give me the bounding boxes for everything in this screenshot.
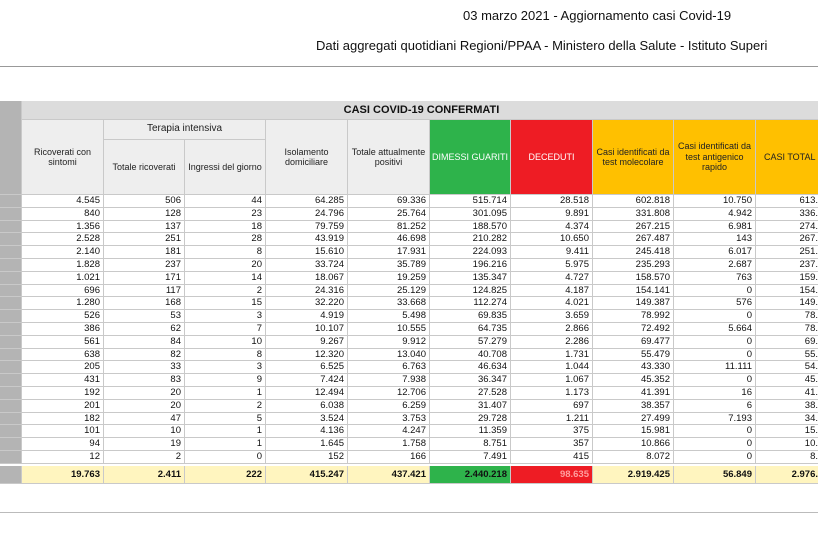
table-cell: 506 — [104, 195, 185, 208]
table-cell: 13.040 — [348, 349, 430, 362]
table-cell: 840 — [22, 208, 104, 221]
table-cell: 8.072 — [593, 451, 674, 464]
totals-cell: 2.919.425 — [593, 466, 674, 484]
table-cell: 10.555 — [348, 323, 430, 336]
table-cell: 6.525 — [266, 361, 348, 374]
table-cell: 375 — [511, 425, 593, 438]
table-cell: 33.668 — [348, 297, 430, 310]
table-cell: 205 — [22, 361, 104, 374]
table-cell: 12 — [22, 451, 104, 464]
region-cell — [0, 387, 22, 400]
table-cell: 31.407 — [430, 400, 511, 413]
table-cell: 117 — [104, 285, 185, 298]
col-totale-ricoverati: Totale ricoverati — [104, 140, 185, 195]
table-cell: 10 — [185, 336, 266, 349]
table-cell: 235.293 — [593, 259, 674, 272]
table-cell: 94 — [22, 438, 104, 451]
table-cell: 23 — [185, 208, 266, 221]
table-cell: 7 — [185, 323, 266, 336]
region-cell — [0, 246, 22, 259]
table-cell: 224.093 — [430, 246, 511, 259]
region-cell — [0, 259, 22, 272]
table-cell: 28.518 — [511, 195, 593, 208]
table-cell: 143 — [674, 233, 756, 246]
table-cell: 43.919 — [266, 233, 348, 246]
table-cell: 1.758 — [348, 438, 430, 451]
table-cell: 33.724 — [266, 259, 348, 272]
table-cell: 15 — [185, 297, 266, 310]
table-cell: 55.479 — [593, 349, 674, 362]
totals-cell: 98.635 — [511, 466, 593, 484]
table-cell: 64.285 — [266, 195, 348, 208]
table-cell: 331.808 — [593, 208, 674, 221]
table-cell: 9.912 — [348, 336, 430, 349]
table-cell: 78.992 — [593, 310, 674, 323]
table-cell: 1.067 — [511, 374, 593, 387]
table-cell: 1.021 — [22, 272, 104, 285]
region-cell — [0, 361, 22, 374]
covid-table — [0, 101, 818, 511]
table-cell: 7.491 — [430, 451, 511, 464]
table-cell: 192 — [22, 387, 104, 400]
table-cell: 7.938 — [348, 374, 430, 387]
terapia-group-header: Terapia intensiva — [104, 120, 266, 140]
table-cell: 1 — [185, 438, 266, 451]
table-cell: 9.891 — [511, 208, 593, 221]
totals-cell: 19.763 — [22, 466, 104, 484]
table-cell: 12.494 — [266, 387, 348, 400]
table-cell: 2 — [185, 400, 266, 413]
table-cell: 8.751 — [430, 438, 511, 451]
table-cell: 9.411 — [511, 246, 593, 259]
table-cell: 25.764 — [348, 208, 430, 221]
table-cell: 4.374 — [511, 221, 593, 234]
table-cell: 46.634 — [430, 361, 511, 374]
table-cell: 6.259 — [348, 400, 430, 413]
table-cell: 196.216 — [430, 259, 511, 272]
table-cell: 62 — [104, 323, 185, 336]
table-cell: 15. — [756, 425, 818, 438]
region-cell — [0, 323, 22, 336]
table-cell: 613. — [756, 195, 818, 208]
region-cell — [0, 285, 22, 298]
totals-cell: 2.440.218 — [430, 466, 511, 484]
region-cell — [0, 297, 22, 310]
table-cell: 149. — [756, 297, 818, 310]
table-cell: 0 — [674, 336, 756, 349]
table-cell: 10.750 — [674, 195, 756, 208]
table-cell: 55. — [756, 349, 818, 362]
table-cell: 135.347 — [430, 272, 511, 285]
region-cell — [0, 310, 22, 323]
table-cell: 38.357 — [593, 400, 674, 413]
divider — [0, 66, 818, 67]
table-cell: 357 — [511, 438, 593, 451]
table-cell: 101 — [22, 425, 104, 438]
table-cell: 83 — [104, 374, 185, 387]
table-cell: 64.735 — [430, 323, 511, 336]
table-cell: 638 — [22, 349, 104, 362]
table-cell: 5.498 — [348, 310, 430, 323]
region-cell — [0, 272, 22, 285]
table-cell: 7.193 — [674, 413, 756, 426]
table-cell: 267.487 — [593, 233, 674, 246]
table-cell: 78. — [756, 323, 818, 336]
table-cell: 4.021 — [511, 297, 593, 310]
region-cell — [0, 221, 22, 234]
region-cell — [0, 208, 22, 221]
col-test-antigenico: Casi identificati da test antigenico rapido — [674, 120, 756, 195]
table-cell: 0 — [674, 349, 756, 362]
table-cell: 4.942 — [674, 208, 756, 221]
table-cell: 3 — [185, 361, 266, 374]
table-cell: 5 — [185, 413, 266, 426]
table-cell: 54. — [756, 361, 818, 374]
table-cell: 1.044 — [511, 361, 593, 374]
table-cell: 7.424 — [266, 374, 348, 387]
table-cell: 0 — [185, 451, 266, 464]
table-cell: 24.796 — [266, 208, 348, 221]
col-test-molecolare: Casi identificati da test molecolare — [593, 120, 674, 195]
table-cell: 336. — [756, 208, 818, 221]
table-cell: 6.981 — [674, 221, 756, 234]
region-cell — [0, 438, 22, 451]
table-cell: 201 — [22, 400, 104, 413]
region-cell — [0, 195, 22, 208]
table-cell: 14 — [185, 272, 266, 285]
table-cell: 4.187 — [511, 285, 593, 298]
table-cell: 43.330 — [593, 361, 674, 374]
table-cell: 697 — [511, 400, 593, 413]
table-cell: 154.141 — [593, 285, 674, 298]
table-cell: 25.129 — [348, 285, 430, 298]
table-cell: 182 — [22, 413, 104, 426]
table-cell: 46.698 — [348, 233, 430, 246]
table-cell: 17.931 — [348, 246, 430, 259]
table-cell: 124.825 — [430, 285, 511, 298]
table-cell: 431 — [22, 374, 104, 387]
table-cell: 53 — [104, 310, 185, 323]
table-cell: 15.610 — [266, 246, 348, 259]
table-cell: 301.095 — [430, 208, 511, 221]
table-cell: 81.252 — [348, 221, 430, 234]
region-cell — [0, 425, 22, 438]
region-cell — [0, 349, 22, 362]
table-cell: 0 — [674, 451, 756, 464]
table-cell: 69.835 — [430, 310, 511, 323]
col-dimessi: DIMESSI GUARITI — [430, 120, 511, 195]
table-cell: 267. — [756, 233, 818, 246]
table-cell: 6.017 — [674, 246, 756, 259]
table-cell: 576 — [674, 297, 756, 310]
table-cell: 526 — [22, 310, 104, 323]
table-cell: 515.714 — [430, 195, 511, 208]
table-cell: 27.499 — [593, 413, 674, 426]
table-cell: 9 — [185, 374, 266, 387]
table-cell: 4.545 — [22, 195, 104, 208]
table-cell: 5.664 — [674, 323, 756, 336]
table-cell: 72.492 — [593, 323, 674, 336]
table-cell: 386 — [22, 323, 104, 336]
table-cell: 40.708 — [430, 349, 511, 362]
table-cell: 128 — [104, 208, 185, 221]
col-deceduti: DECEDUTI — [511, 120, 593, 195]
table-cell: 1.211 — [511, 413, 593, 426]
table-cell: 10.107 — [266, 323, 348, 336]
table-cell: 10.866 — [593, 438, 674, 451]
table-cell: 5.975 — [511, 259, 593, 272]
table-cell: 112.274 — [430, 297, 511, 310]
col-ingressi: Ingressi del giorno — [185, 140, 266, 195]
table-cell: 188.570 — [430, 221, 511, 234]
region-cell — [0, 451, 22, 464]
table-cell: 28 — [185, 233, 266, 246]
table-cell: 11.359 — [430, 425, 511, 438]
table-cell: 0 — [674, 285, 756, 298]
table-cell: 237 — [104, 259, 185, 272]
table-cell: 78. — [756, 310, 818, 323]
table-cell: 1.173 — [511, 387, 593, 400]
table-cell: 245.418 — [593, 246, 674, 259]
col-isolamento: Isolamento domiciliare — [266, 120, 348, 195]
table-cell: 69. — [756, 336, 818, 349]
table-cell: 20 — [104, 400, 185, 413]
table-cell: 159. — [756, 272, 818, 285]
table-cell: 152 — [266, 451, 348, 464]
table-cell: 69.336 — [348, 195, 430, 208]
table-cell: 168 — [104, 297, 185, 310]
table-cell: 4.136 — [266, 425, 348, 438]
table-cell: 57.279 — [430, 336, 511, 349]
table-cell: 166 — [348, 451, 430, 464]
divider — [0, 512, 818, 513]
table-cell: 18 — [185, 221, 266, 234]
table-cell: 82 — [104, 349, 185, 362]
table-cell: 47 — [104, 413, 185, 426]
report-subtitle: Dati aggregati quotidiani Regioni/PPAA - Ministero della Salute - Istituto Superi — [316, 38, 768, 53]
table-cell: 0 — [674, 438, 756, 451]
region-cell — [0, 336, 22, 349]
table-cell: 27.528 — [430, 387, 511, 400]
table-cell: 158.570 — [593, 272, 674, 285]
table-cell: 696 — [22, 285, 104, 298]
table-cell: 29.728 — [430, 413, 511, 426]
table-cell: 415 — [511, 451, 593, 464]
table-cell: 8 — [185, 246, 266, 259]
table-cell: 251. — [756, 246, 818, 259]
table-cell: 1.356 — [22, 221, 104, 234]
table-cell: 4.247 — [348, 425, 430, 438]
table-cell: 1.828 — [22, 259, 104, 272]
table-cell: 24.316 — [266, 285, 348, 298]
table-cell: 1 — [185, 387, 266, 400]
totals-cell: 2.411 — [104, 466, 185, 484]
table-cell: 2 — [104, 451, 185, 464]
table-cell: 35.789 — [348, 259, 430, 272]
table-cell: 36.347 — [430, 374, 511, 387]
table-cell: 2 — [185, 285, 266, 298]
table-cell: 44 — [185, 195, 266, 208]
table-cell: 20 — [104, 387, 185, 400]
table-cell: 20 — [185, 259, 266, 272]
table-cell: 19.259 — [348, 272, 430, 285]
table-cell: 84 — [104, 336, 185, 349]
table-cell: 1 — [185, 425, 266, 438]
table-cell: 10. — [756, 438, 818, 451]
col-casi-totali: CASI TOTAL — [756, 120, 818, 195]
table-cell: 3.659 — [511, 310, 593, 323]
table-banner: CASI COVID-19 CONFERMATI — [22, 101, 818, 120]
table-cell: 12.706 — [348, 387, 430, 400]
table-cell: 69.477 — [593, 336, 674, 349]
table-cell: 79.759 — [266, 221, 348, 234]
table-cell: 210.282 — [430, 233, 511, 246]
table-cell: 561 — [22, 336, 104, 349]
table-cell: 3.524 — [266, 413, 348, 426]
table-cell: 2.687 — [674, 259, 756, 272]
region-cell — [0, 233, 22, 246]
totals-cell: 415.247 — [266, 466, 348, 484]
table-cell: 38. — [756, 400, 818, 413]
table-cell: 251 — [104, 233, 185, 246]
table-cell: 9.267 — [266, 336, 348, 349]
col-ricoverati: Ricoverati con sintomi — [22, 120, 104, 195]
table-cell: 32.220 — [266, 297, 348, 310]
table-cell: 763 — [674, 272, 756, 285]
table-cell: 2.140 — [22, 246, 104, 259]
table-cell: 137 — [104, 221, 185, 234]
table-cell: 154. — [756, 285, 818, 298]
table-cell: 12.320 — [266, 349, 348, 362]
table-cell: 6.038 — [266, 400, 348, 413]
region-cell — [0, 400, 22, 413]
region-column-header — [0, 101, 22, 195]
table-cell: 33 — [104, 361, 185, 374]
table-cell: 34. — [756, 413, 818, 426]
table-cell: 18.067 — [266, 272, 348, 285]
table-cell: 171 — [104, 272, 185, 285]
table-cell: 11.111 — [674, 361, 756, 374]
totals-cell: 437.421 — [348, 466, 430, 484]
table-cell: 15.981 — [593, 425, 674, 438]
table-cell: 16 — [674, 387, 756, 400]
totals-cell: 56.849 — [674, 466, 756, 484]
table-cell: 2.528 — [22, 233, 104, 246]
table-cell: 6.763 — [348, 361, 430, 374]
table-cell: 237. — [756, 259, 818, 272]
table-cell: 10.650 — [511, 233, 593, 246]
table-cell: 2.286 — [511, 336, 593, 349]
region-cell — [0, 374, 22, 387]
table-cell: 2.866 — [511, 323, 593, 336]
table-cell: 3.753 — [348, 413, 430, 426]
table-cell: 274. — [756, 221, 818, 234]
table-cell: 6 — [674, 400, 756, 413]
table-cell: 41.391 — [593, 387, 674, 400]
table-cell: 10 — [104, 425, 185, 438]
table-cell: 0 — [674, 425, 756, 438]
report-title: 03 marzo 2021 - Aggiornamento casi Covid-19 — [463, 8, 732, 23]
table-cell: 45. — [756, 374, 818, 387]
table-cell: 19 — [104, 438, 185, 451]
table-cell: 8 — [185, 349, 266, 362]
col-attualmente-positivi: Totale attualmente positivi — [348, 120, 430, 195]
table-cell: 4.727 — [511, 272, 593, 285]
table-cell: 1.280 — [22, 297, 104, 310]
totals-label-cell — [0, 466, 22, 484]
table-cell: 602.818 — [593, 195, 674, 208]
table-cell: 41. — [756, 387, 818, 400]
table-cell: 0 — [674, 310, 756, 323]
table-cell: 8. — [756, 451, 818, 464]
table-cell: 1.645 — [266, 438, 348, 451]
table-cell: 45.352 — [593, 374, 674, 387]
table-cell: 267.215 — [593, 221, 674, 234]
region-cell — [0, 413, 22, 426]
table-cell: 3 — [185, 310, 266, 323]
totals-cell: 2.976. — [756, 466, 818, 484]
table-cell: 0 — [674, 374, 756, 387]
table-cell: 4.919 — [266, 310, 348, 323]
table-cell: 1.731 — [511, 349, 593, 362]
table-cell: 149.387 — [593, 297, 674, 310]
table-cell: 181 — [104, 246, 185, 259]
totals-cell: 222 — [185, 466, 266, 484]
